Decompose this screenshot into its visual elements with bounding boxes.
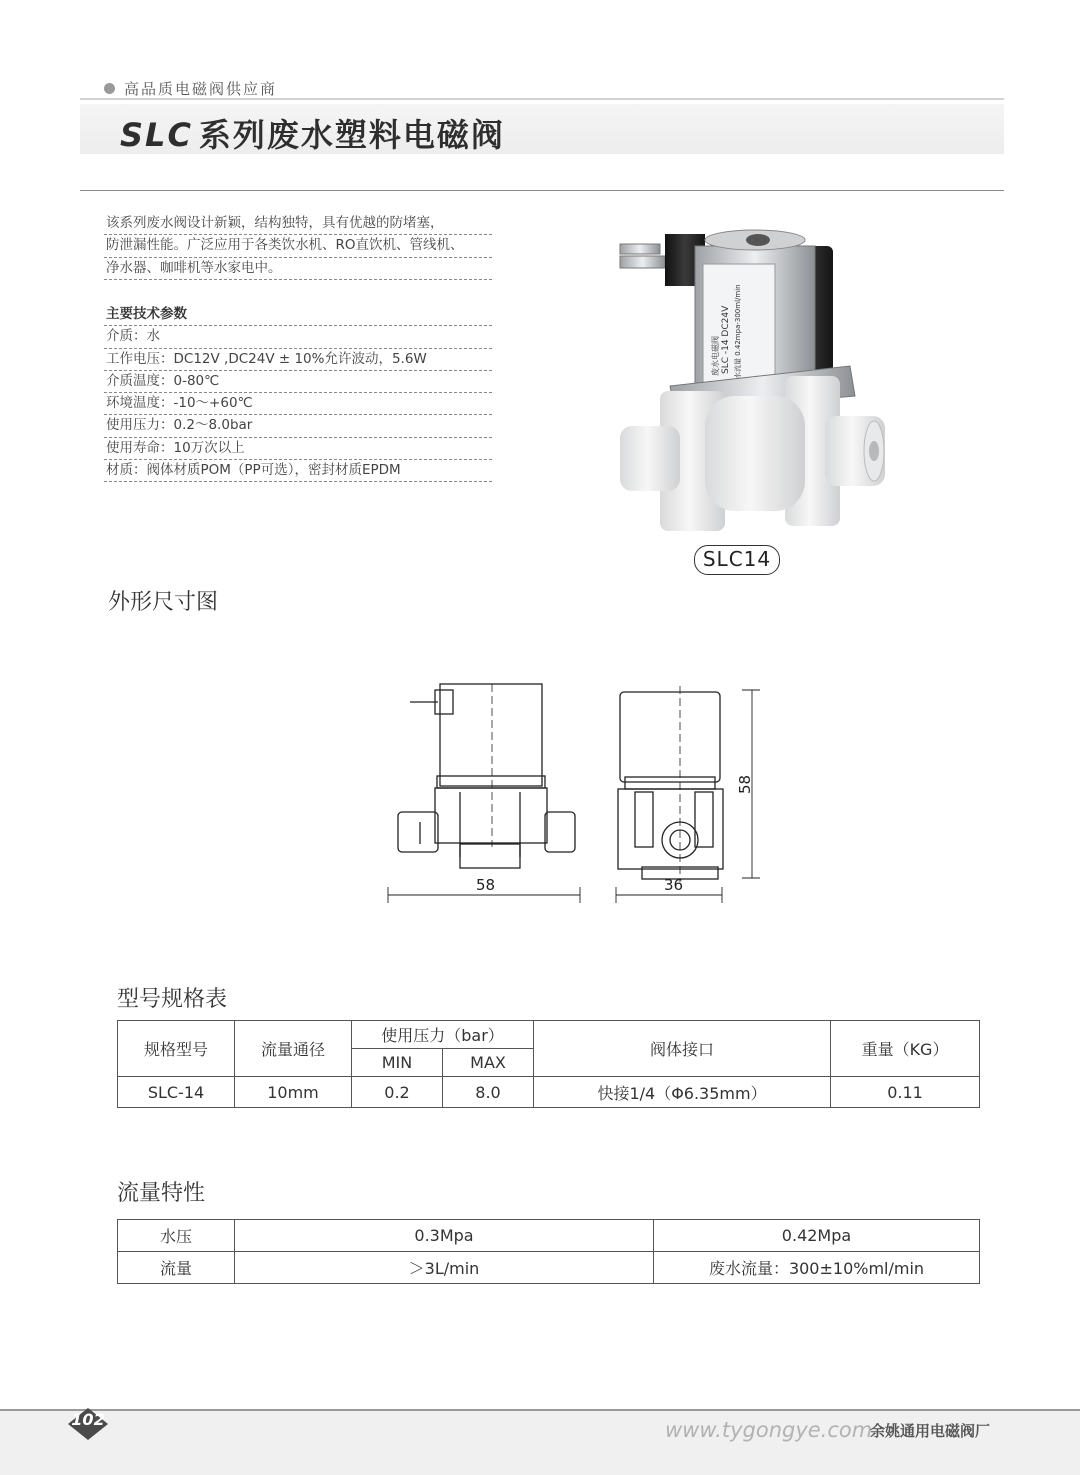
cell-value-b: 0.42Mpa (654, 1220, 980, 1252)
spec-table-heading: 型号规格表 (117, 987, 228, 1012)
coil-label-2: 废水电磁阀 (711, 336, 720, 376)
description-line: 防泄漏性能。广泛应用于各类饮水机、RO直饮机、管线机、 (104, 235, 492, 257)
dimension-heading: 外形尺寸图 (108, 590, 219, 615)
title-series: SLC (120, 116, 193, 154)
factory-name: 余姚通用电磁阀厂 (870, 1422, 991, 1440)
cell-max: 8.0 (443, 1077, 534, 1108)
spec-medium-temp: 介质温度：0-80℃ (104, 371, 492, 393)
cell-port: 快接1/4（Φ6.35mm） (534, 1077, 831, 1108)
section-divider (80, 190, 1004, 191)
coil-label-1: SLC -14 DC24V (721, 305, 731, 374)
website: www.tygongye.com (665, 1418, 873, 1442)
header-min: MIN (352, 1049, 443, 1077)
page-title (120, 110, 505, 156)
header-max: MAX (443, 1049, 534, 1077)
front-view (398, 684, 575, 868)
cell-model: SLC-14 (118, 1077, 235, 1108)
dim-front-width: 58 (476, 876, 496, 894)
bullet-icon (104, 83, 115, 94)
description-line: 该系列废水阀设计新颖，结构独特，具有优越的防堵塞， (104, 213, 492, 235)
header-model: 规格型号 (118, 1021, 235, 1077)
specs-heading: 主要技术参数 (104, 304, 492, 326)
dim-side-height: 58 (736, 774, 754, 794)
dimension-drawing (380, 672, 800, 912)
cell-min: 0.2 (352, 1077, 443, 1108)
spec-material: 材质：阀体材质POM（PP可选），密封材质EPDM (104, 460, 492, 482)
cell-weight: 0.11 (831, 1077, 980, 1108)
table-row (118, 1220, 980, 1252)
description-line: 净水器、咖啡机等水家电中。 (104, 258, 492, 280)
page-number: 102 (71, 1410, 105, 1429)
spec-table (117, 1020, 980, 1108)
flow-table (117, 1219, 980, 1284)
flow-table-heading: 流量特性 (117, 1181, 206, 1206)
coil-label-3: 废水流量 0.42mpa-300ml/min (734, 284, 742, 386)
table-row (118, 1252, 980, 1284)
header-divider (80, 98, 1004, 100)
dim-side-width: 36 (664, 876, 684, 894)
header-weight: 重量（KG） (831, 1021, 980, 1077)
spec-voltage: 工作电压：DC12V ,DC24V ± 10%允许波动，5.6W (104, 349, 492, 371)
supplier-tagline (104, 78, 277, 99)
spec-medium: 介质：水 (104, 326, 492, 348)
spec-lifetime: 使用寿命：10万次以上 (104, 438, 492, 460)
cell-label: 流量 (118, 1252, 235, 1284)
product-photo (600, 226, 890, 538)
cell-value-b: 废水流量：300±10%ml/min (654, 1252, 980, 1284)
model-tag: SLC14 (694, 545, 780, 575)
table-row (118, 1077, 980, 1108)
side-view (618, 686, 723, 882)
spec-ambient-temp: 环境温度：-10～+60℃ (104, 393, 492, 415)
product-description (104, 213, 492, 280)
title-text: 系列废水塑料电磁阀 (198, 116, 505, 154)
cell-value-a: ＞3L/min (235, 1252, 654, 1284)
header-diameter: 流量通径 (235, 1021, 352, 1077)
technical-specs (104, 304, 492, 482)
cell-value-a: 0.3Mpa (235, 1220, 654, 1252)
spec-pressure: 使用压力：0.2～8.0bar (104, 415, 492, 437)
header-port: 阀体接口 (534, 1021, 831, 1077)
supplier-tagline-text: 高品质电磁阀供应商 (124, 80, 278, 98)
header-pressure: 使用压力（bar） (352, 1021, 534, 1049)
cell-label: 水压 (118, 1220, 235, 1252)
cell-diameter: 10mm (235, 1077, 352, 1108)
